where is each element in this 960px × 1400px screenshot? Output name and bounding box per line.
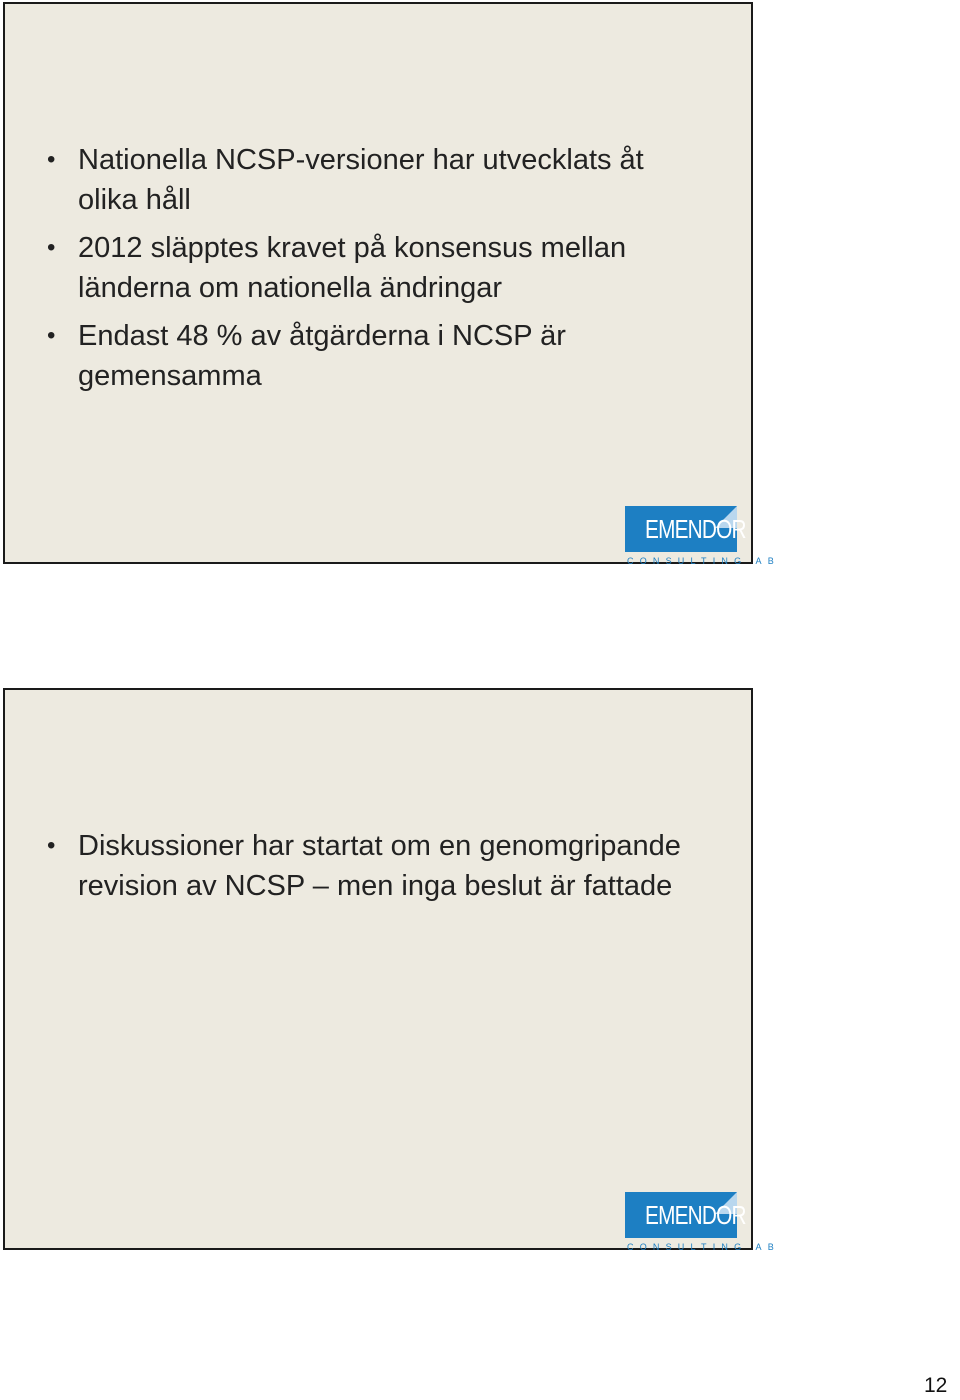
logo-word: EMENDOR xyxy=(645,1200,746,1230)
slide-2 xyxy=(3,688,780,1252)
bullet-list xyxy=(45,826,685,914)
logo-subtitle: CONSULTING AB xyxy=(627,1242,780,1252)
emendor-logo xyxy=(625,1192,780,1252)
slide-1 xyxy=(3,2,780,566)
bullet-item: • Nationella NCSP-versioner har utvecklats åt olika håll xyxy=(45,140,685,220)
bullet-item: • 2012 släpptes kravet på konsensus mellan länderna om nationella ändringar xyxy=(45,228,685,308)
logo-subtitle: CONSULTING AB xyxy=(627,556,780,566)
page-number: 12 xyxy=(924,1374,948,1397)
logo-word: EMENDOR xyxy=(645,514,746,544)
bullet-item: • Endast 48 % av åtgärderna i NCSP är gemensamma xyxy=(45,316,685,396)
emendor-logo xyxy=(625,506,780,566)
bullet-item: • Diskussioner har startat om en genomgripande revision av NCSP – men inga beslut är fattade xyxy=(45,826,685,906)
bullet-list xyxy=(45,140,685,404)
